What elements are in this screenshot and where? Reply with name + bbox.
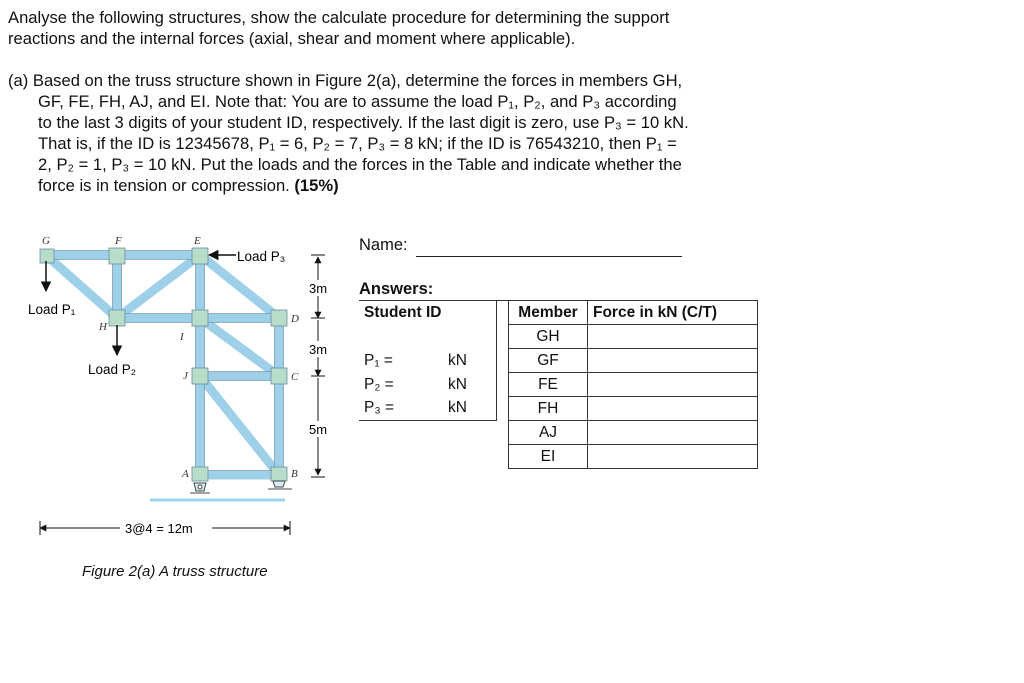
load-p2-field-label: P₂ = <box>364 375 394 393</box>
support-B <box>268 481 292 489</box>
question-a <box>8 70 1008 196</box>
member-cell: GH <box>509 325 588 349</box>
load-p3-label: Load P₃ <box>237 249 286 264</box>
support-A <box>190 483 210 493</box>
load-p2-unit: kN <box>448 375 467 393</box>
node-label-J: J <box>183 370 188 382</box>
node-label-F: F <box>115 235 122 247</box>
question-line: (a) Based on the truss structure shown in Figure 2(a), determine the forces in members GH, <box>8 71 683 90</box>
truss-members <box>46 255 279 475</box>
joint-E <box>192 248 208 264</box>
joint-I <box>192 310 208 326</box>
force-cell[interactable] <box>588 421 758 445</box>
question-line: 2, P₂ = 1, P₃ = 10 kN. Put the loads and the forces in the Table and indicate whether the <box>38 155 682 174</box>
joint-H <box>109 310 125 326</box>
answers-table <box>359 300 758 469</box>
table-header-row <box>359 301 758 325</box>
node-label-I: I <box>180 331 184 343</box>
intro-line-2: reactions and the internal forces (axial, shear and moment where applicable). <box>8 29 576 48</box>
member-cell: FE <box>509 373 588 397</box>
truss-figure <box>0 225 350 555</box>
table-row <box>359 373 758 397</box>
joint-A <box>192 467 208 481</box>
intro-text <box>8 7 1008 49</box>
force-cell[interactable] <box>588 397 758 421</box>
node-label-A: A <box>182 468 189 480</box>
node-label-B: B <box>291 468 298 480</box>
force-cell[interactable] <box>588 325 758 349</box>
load-p2-label: Load P₂ <box>88 362 137 377</box>
student-id-header: Student ID <box>359 301 497 325</box>
member-cell: FH <box>509 397 588 421</box>
force-cell[interactable] <box>588 445 758 469</box>
intro-line-1: Analyse the following structures, show the calculate procedure for determining the support <box>8 8 670 27</box>
joint-D <box>271 310 287 326</box>
joint-B <box>271 467 287 481</box>
dim-label-1: 3m <box>309 281 328 296</box>
member-IC <box>200 318 279 376</box>
member-cell: AJ <box>509 421 588 445</box>
node-label-D: D <box>291 313 299 325</box>
node-label-C: C <box>291 371 299 383</box>
node-label-G: G <box>42 235 50 247</box>
table-row <box>359 397 758 421</box>
load-p3-unit: kN <box>448 399 467 417</box>
member-header: Member <box>509 301 588 325</box>
force-cell[interactable] <box>588 373 758 397</box>
member-ED <box>200 255 279 318</box>
member-cell: GF <box>509 349 588 373</box>
joint-C <box>271 368 287 384</box>
table-row <box>359 349 758 373</box>
node-label-H: H <box>99 321 107 333</box>
load-p1-cell[interactable] <box>359 349 497 373</box>
answers-heading: Answers: <box>359 280 434 298</box>
load-p2-cell[interactable] <box>359 373 497 397</box>
name-label: Name: <box>359 236 408 254</box>
question-last-text: force is in tension or compression. <box>38 176 295 195</box>
dim-label-3: 5m <box>309 422 328 437</box>
load-p3-field-label: P₃ = <box>364 399 395 417</box>
table-row <box>359 445 758 469</box>
member-cell: EI <box>509 445 588 469</box>
figure-caption: Figure 2(a) A truss structure <box>82 563 268 580</box>
node-label-E: E <box>194 235 201 247</box>
joint-F <box>109 248 125 264</box>
student-id-cell[interactable] <box>359 325 497 349</box>
question-line: GF, FE, FH, AJ, and EI. Note that: You are to assume the load P₁, P₂, and P₃ according <box>38 92 677 111</box>
load-p3-cell[interactable] <box>359 397 497 421</box>
question-line-last <box>8 175 1008 196</box>
force-header: Force in kN (C/T) <box>588 301 758 325</box>
force-cell[interactable] <box>588 349 758 373</box>
span-dim-label: 3@4 = 12m <box>125 521 193 536</box>
member-JB <box>200 376 279 475</box>
joint-G <box>40 249 54 263</box>
question-marks: (15%) <box>294 176 339 195</box>
table-row <box>359 325 758 349</box>
dim-label-2: 3m <box>309 342 328 357</box>
member-HE <box>117 255 200 318</box>
table-row <box>359 421 758 445</box>
name-field[interactable] <box>416 256 682 257</box>
load-p1-field-label: P₁ = <box>364 351 393 369</box>
joint-J <box>192 368 208 384</box>
question-line: That is, if the ID is 12345678, P₁ = 6, P₂ = 7, P₃ = 8 kN; if the ID is 76543210, then P₁ = <box>38 134 677 153</box>
question-line: to the last 3 digits of your student ID, respectively. If the last digit is zero, use P₃ = 10 kN. <box>38 113 689 132</box>
load-p1-unit: kN <box>448 351 467 369</box>
load-p1-label: Load P₁ <box>28 302 76 317</box>
